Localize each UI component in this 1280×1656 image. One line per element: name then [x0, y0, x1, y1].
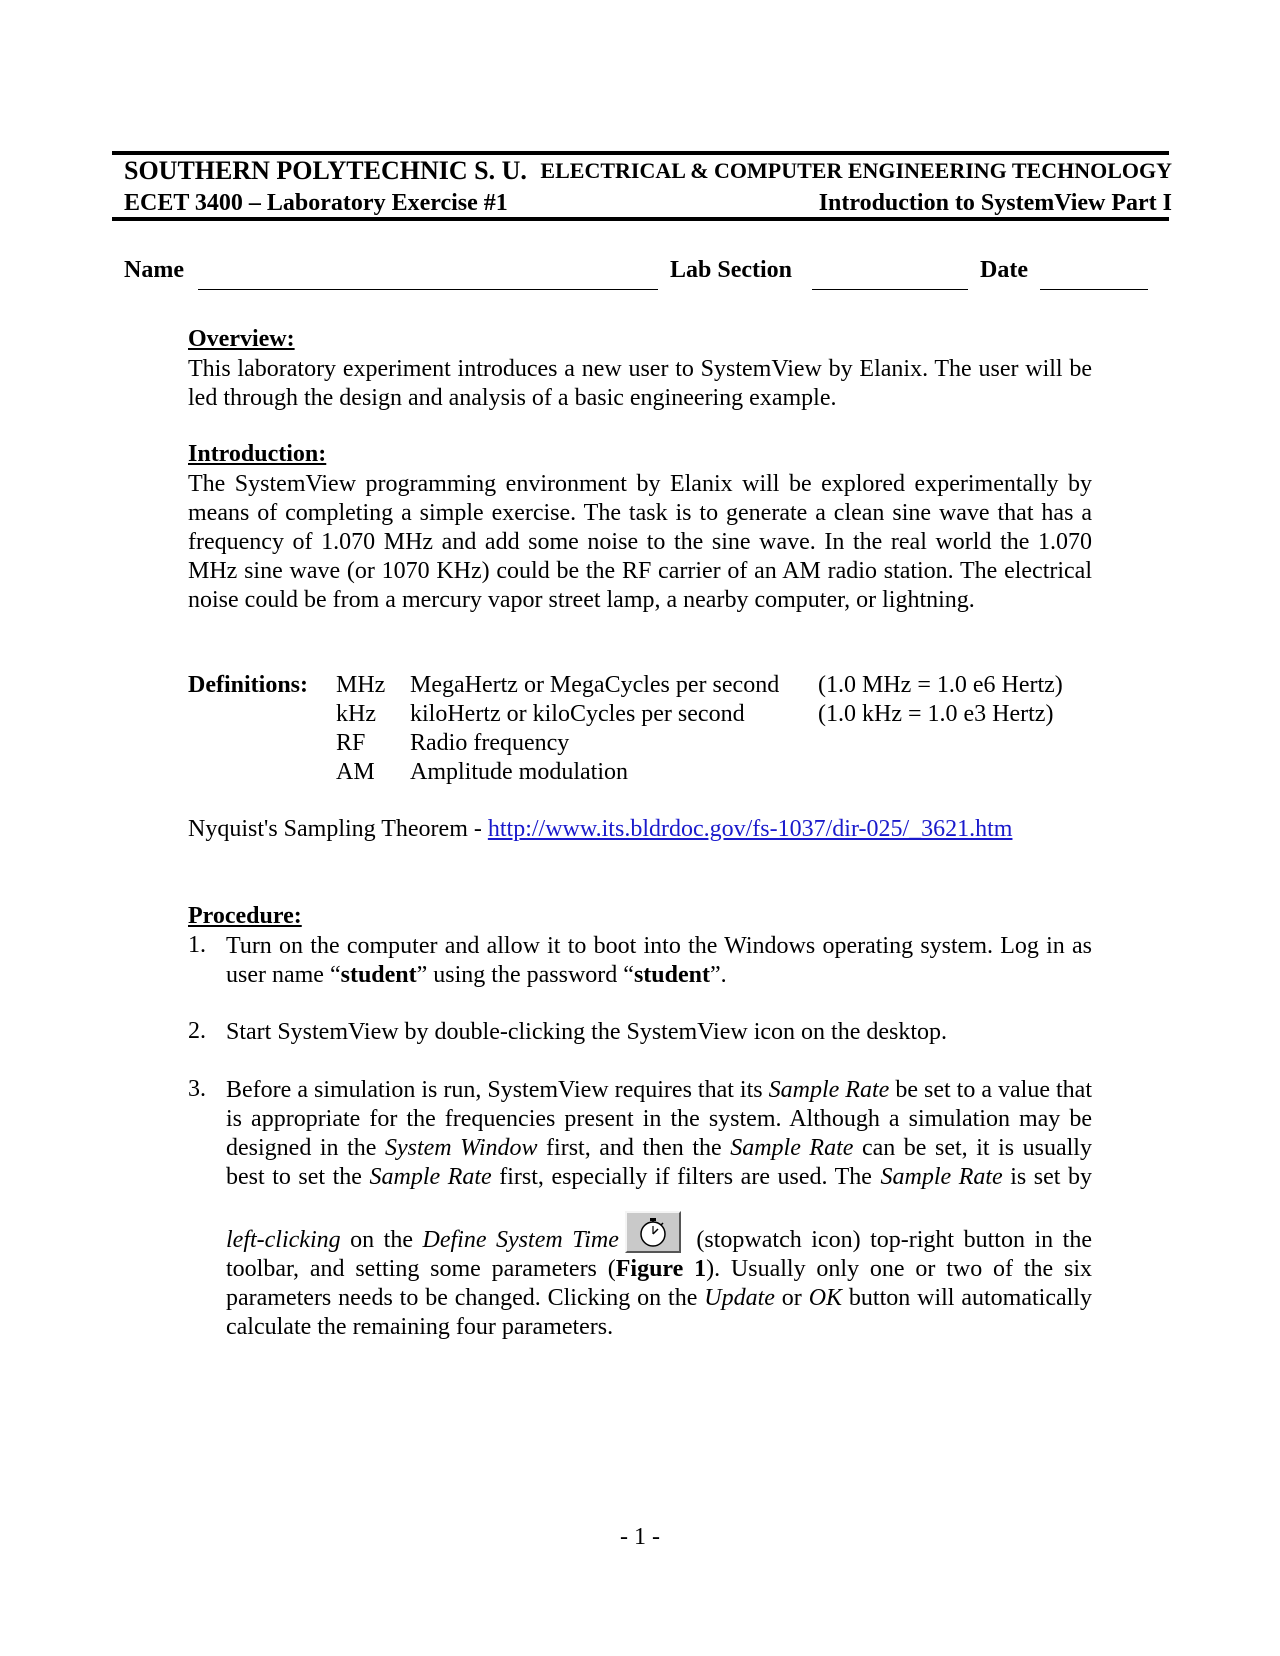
nyquist-link[interactable]: http://www.its.bldrdoc.gov/fs-1037/dir-025/_3621.htm: [487, 816, 1013, 842]
step-number: 2.: [188, 1018, 206, 1044]
step-text-span: Before a simulation is run, SystemView requires that its: [226, 1077, 769, 1103]
username-value: student: [340, 962, 417, 988]
step-term: Define System Time: [422, 1227, 619, 1253]
step-3-text: [226, 1076, 1092, 1342]
overview-heading: Overview:: [188, 326, 295, 352]
definitions-label: Definitions:: [188, 672, 308, 698]
step-text-span: first, and then the: [537, 1135, 731, 1161]
definition-abbr: RF: [336, 730, 366, 756]
step-text-span: (stopwatch icon) top-right button in the toolbar, and setting some parameters (: [226, 1227, 1092, 1282]
define-system-time-button[interactable]: [625, 1211, 681, 1253]
step-term: Sample Rate: [880, 1164, 1003, 1190]
step-text-span: ” using the password “: [416, 962, 634, 988]
header-top-rule: [112, 151, 1169, 155]
step-text-span: on the: [340, 1227, 423, 1253]
step-number: 1.: [188, 932, 206, 958]
department-name: ELECTRICAL & COMPUTER ENGINEERING TECHNOLOGY: [540, 158, 1172, 183]
definition-meaning: MegaHertz or MegaCycles per second: [410, 672, 780, 698]
step-text-span: or: [774, 1285, 809, 1311]
definition-abbr: AM: [336, 759, 375, 785]
step-text-span: first, especially if filters are used. The: [491, 1164, 880, 1190]
step-text-span: ). Usually only one or two of the six parameters needs to be changed. Clicking on the: [226, 1256, 1093, 1311]
introduction-text: The SystemView programming environment by Elanix will be explored experimentally by means of completing a simple exercise. The task is to generate a clean sine wave that has a frequency of 1.070 MHz and add some noise to the sine wave. In the real world the 1.070 MHz sine wave (or 1070 KHz) could be the RF carrier of an AM radio station. The electrical noise could be from a mercury vapor street lamp, a nearby computer, or lightning.: [188, 471, 1092, 613]
page-number: - 1 -: [620, 1524, 660, 1550]
definition-meaning: kiloHertz or kiloCycles per second: [410, 701, 745, 727]
nyquist-line: [188, 815, 1012, 844]
step-2-text: Start SystemView by double-clicking the SystemView icon on the desktop.: [226, 1019, 948, 1045]
step-text-span: is set by: [1002, 1164, 1092, 1190]
definition-note: (1.0 kHz = 1.0 e3 Hertz): [818, 701, 1054, 727]
step-term: Sample Rate: [369, 1164, 492, 1190]
definition-abbr: MHz: [336, 672, 386, 698]
step-term: Sample Rate: [730, 1135, 854, 1161]
definition-note: (1.0 MHz = 1.0 e6 Hertz): [818, 672, 1063, 698]
course-title: ECET 3400 – Laboratory Exercise #1: [124, 190, 508, 216]
step-term: System Window: [384, 1135, 538, 1161]
definition-meaning: Amplitude modulation: [410, 759, 628, 785]
lab-section-label: Lab Section: [670, 257, 793, 283]
figure-reference: Figure 1: [615, 1256, 707, 1282]
step-text-span: Turn on the computer and allow it to boot into the Windows operating system. Log in as user name “: [226, 933, 1092, 988]
step-1-text: [226, 932, 1092, 990]
procedure-heading: Procedure:: [188, 903, 302, 929]
password-value: student: [633, 962, 710, 988]
overview-text: This laboratory experiment introduces a new user to SystemView by Elanix. The user will be led through the design and analysis of a basic engineering example.: [188, 356, 1092, 411]
lab-title: Introduction to SystemView Part I: [818, 190, 1172, 216]
name-field[interactable]: [198, 289, 658, 290]
date-field[interactable]: [1040, 289, 1148, 290]
stopwatch-icon: [627, 1213, 679, 1251]
step-term: Update: [704, 1285, 775, 1311]
step-term: Sample Rate: [768, 1077, 890, 1103]
step-term: OK: [808, 1285, 843, 1311]
lab-section-field[interactable]: [812, 289, 968, 290]
nyquist-label: Nyquist's Sampling Theorem -: [188, 816, 488, 842]
step-number: 3.: [188, 1076, 206, 1102]
school-name: SOUTHERN POLYTECHNIC S. U.: [124, 156, 527, 185]
step-text-span: ”.: [709, 962, 727, 988]
step-text-span: button will automatically calculate the remaining four parameters.: [226, 1285, 1092, 1340]
definition-abbr: kHz: [336, 701, 376, 727]
step-term: left-clicking: [226, 1227, 341, 1253]
name-label: Name: [124, 257, 184, 283]
introduction-heading: Introduction:: [188, 441, 327, 467]
date-label: Date: [980, 257, 1028, 283]
step-text-span: be set to a value that is appropriate for the frequencies present in the system. Although a simulation may be designed in the: [226, 1077, 1093, 1161]
header-bottom-rule: [112, 217, 1169, 221]
definition-meaning: Radio frequency: [410, 730, 570, 756]
step-text-span: can be set, it is usually best to set the: [226, 1135, 1092, 1190]
